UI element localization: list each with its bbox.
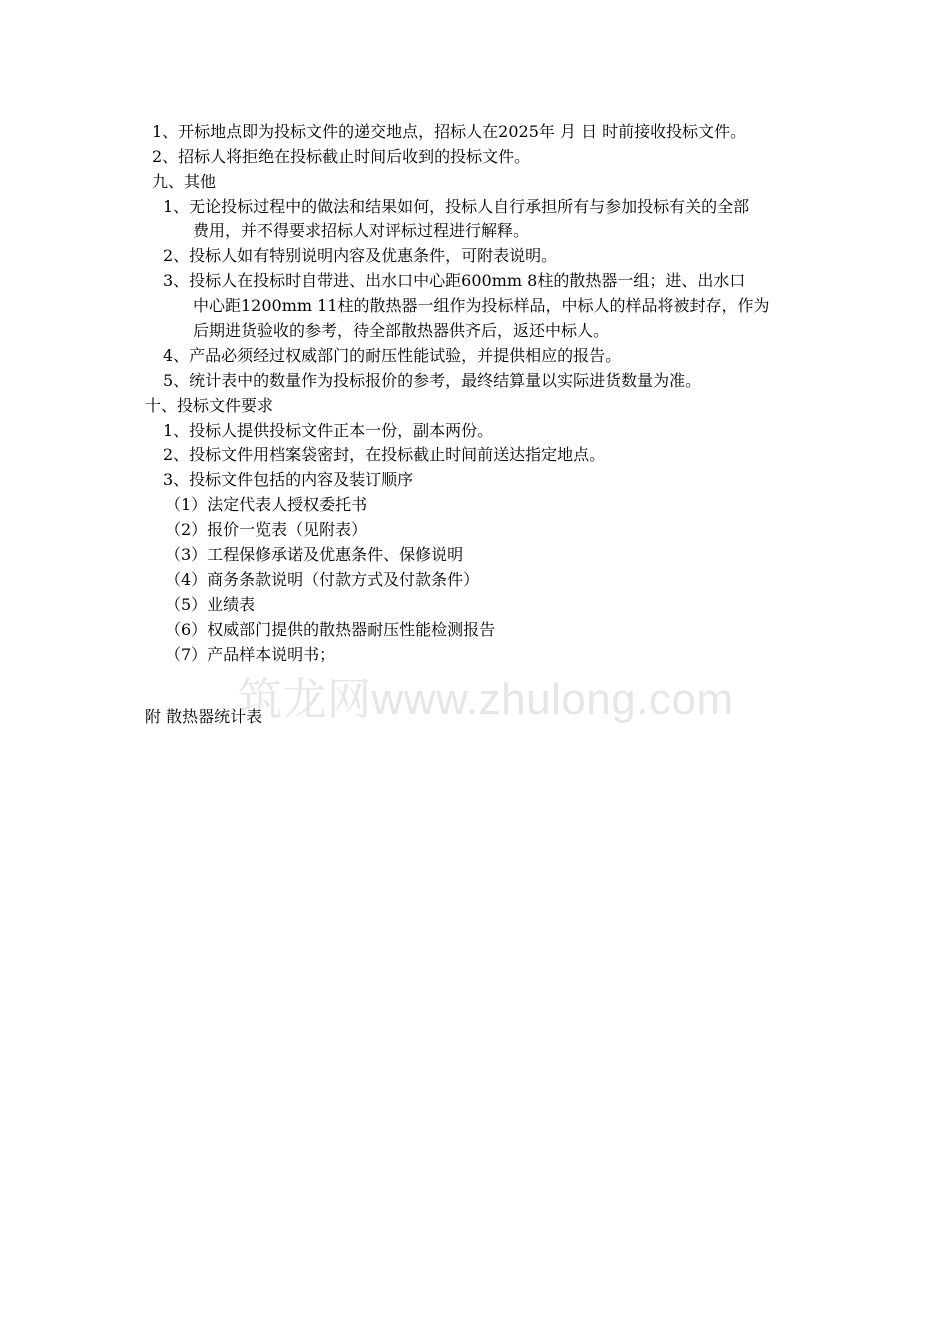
section9-item-5: 5、统计表中的数量作为投标报价的参考，最终结算量以实际进货数量为准。 [163,371,702,390]
section9-heading: 九、其他 [152,172,217,191]
section9-item-1-line-2: 费用，并不得要求招标人对评标过程进行解释。 [193,221,530,240]
section10-subitem-7: （7）产品样本说明书； [165,645,336,664]
appendix-title: 附 散热器统计表 [145,707,263,726]
section8-item-2: 2、招标人将拒绝在投标截止时间后收到的投标文件。 [152,147,531,166]
section10-heading: 十、投标文件要求 [145,396,274,415]
section9-item-4: 4、产品必须经过权威部门的耐压性能试验，并提供相应的报告。 [163,346,622,365]
section8-item-1: 1、开标地点即为投标文件的递交地点，招标人在2025年 月 日 时前接收投标文件。 [152,122,747,141]
section10-subitem-6: （6）权威部门提供的散热器耐压性能检测报告 [165,620,496,639]
section10-subitem-5: （5）业绩表 [165,595,256,614]
section9-item-1-line-1: 1、无论投标过程中的做法和结果如何，投标人自行承担所有与参加投标有关的全部 [163,197,750,216]
section10-item-2: 2、投标文件用档案袋密封，在投标截止时间前送达指定地点。 [163,445,606,464]
section9-item-3-line-2: 中心距1200mm 11柱的散热器一组作为投标样品，中标人的样品将被封存，作为 [193,296,770,315]
watermark-text: 筑龙网www.zhulong.com [238,675,734,724]
section9-item-2: 2、投标人如有特别说明内容及优惠条件，可附表说明。 [163,246,558,265]
section9-item-3-line-3: 后期进货验收的参考，待全部散热器供齐后，返还中标人。 [193,321,610,340]
section10-subitem-2: （2）报价一览表（见附表） [165,520,368,539]
section10-subitem-3: （3）工程保修承诺及优惠条件、保修说明 [165,545,464,564]
section10-item-1: 1、投标人提供投标文件正本一份，副本两份。 [163,421,494,440]
section10-subitem-1: （1）法定代表人授权委托书 [165,495,368,514]
section10-subitem-4: （4）商务条款说明（付款方式及付款条件） [165,570,480,589]
section10-item-3: 3、投标文件包括的内容及装订顺序 [163,470,414,489]
section9-item-3-line-1: 3、投标人在投标时自带进、出水口中心距600mm 8柱的散热器一组；进、出水口 [163,271,746,290]
